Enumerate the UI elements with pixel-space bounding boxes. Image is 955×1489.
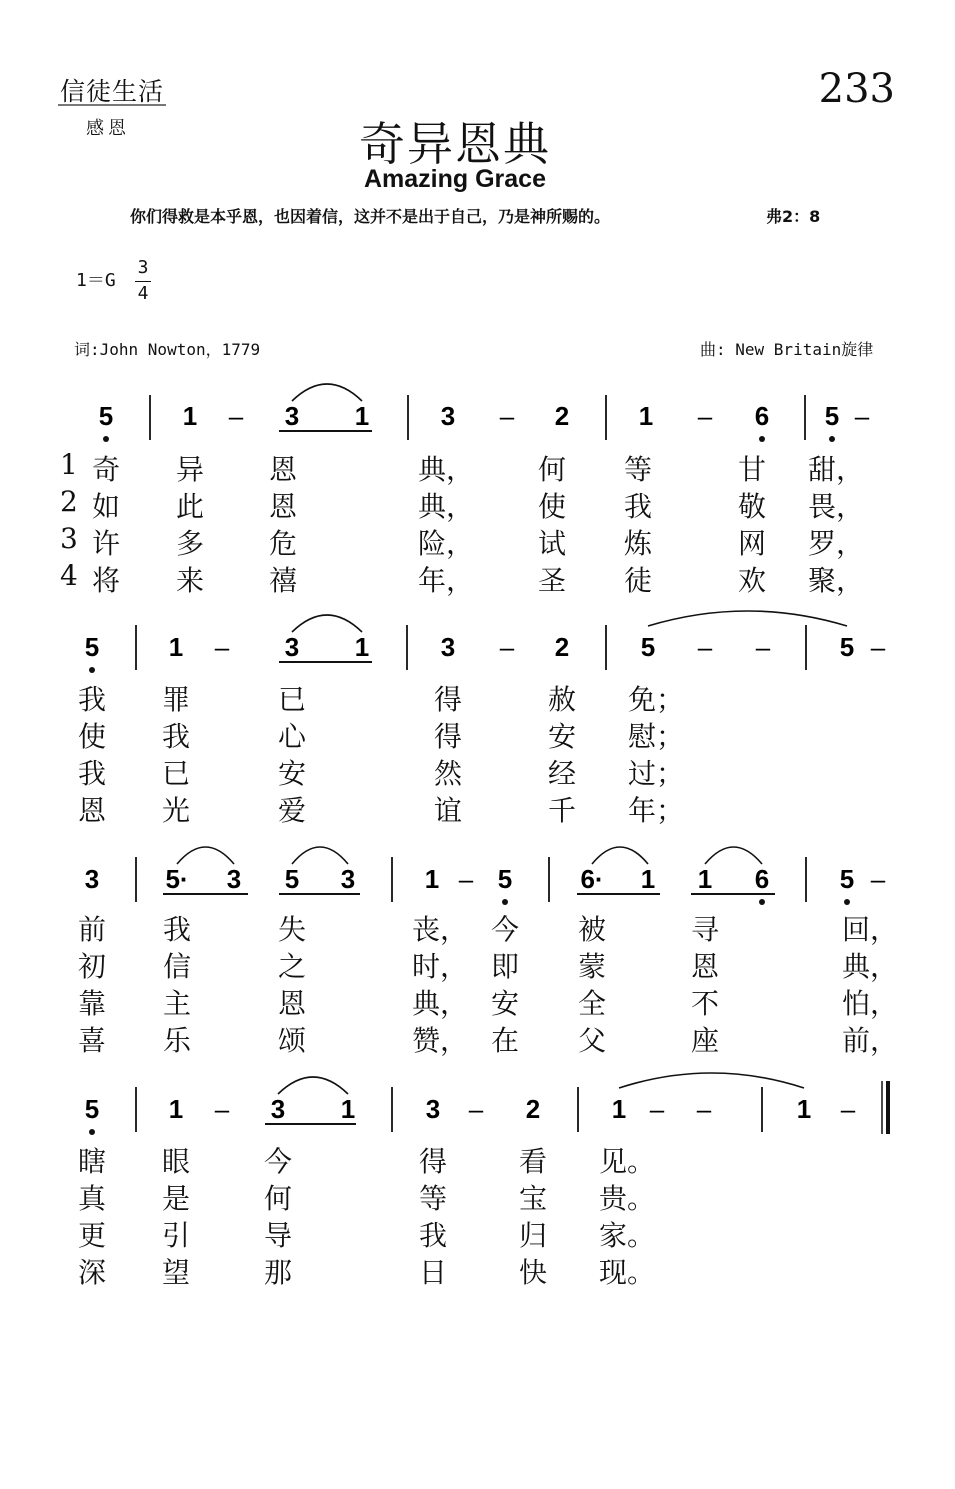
lyric-syllable: 丧， [411,913,469,946]
hymn-number: 233 [818,66,895,112]
lyric-syllable: 谊 [433,794,463,827]
lyric-syllable: 日 [418,1256,448,1289]
note: 3 [425,1094,441,1124]
lyric-syllable: 不 [690,987,720,1020]
note: 2 [525,1094,541,1124]
lyric-syllable: 典， [417,490,475,523]
note: 5 [98,401,114,431]
lyric-syllable: 即 [490,950,520,983]
lyric-syllable: 来 [175,564,205,597]
lyric-syllable: 贵。 [598,1182,656,1215]
lyric-syllable: 那 [263,1256,293,1289]
lyric-syllable: 何 [263,1182,293,1215]
lyric-syllable: 父 [577,1024,607,1057]
lyric-syllable: 我 [77,757,107,790]
lyric-syllable: 在 [490,1024,520,1057]
scripture-reference: 弗2：8 [766,207,821,226]
lyric-syllable: 我 [77,683,107,716]
lyric-syllable: 失 [277,913,307,946]
lyric-syllable: 欢 [737,564,767,597]
note: 2 [554,632,570,662]
composer-credit: 曲: New Britain旋律 [700,340,874,359]
note: 3 [270,1094,286,1124]
lyric-syllable: 看 [518,1145,548,1178]
lyric-syllable: 时， [411,950,469,983]
lyric-syllable: 罗， [807,527,865,560]
lyric-syllable: 试 [537,527,567,560]
lyric-syllable: 瞎 [77,1145,107,1178]
note: 2 [554,401,570,431]
lyric-syllable: 危 [268,527,298,560]
note: 5 [640,632,656,662]
lyric-syllable: 回， [841,913,899,946]
note: 3 [84,864,100,894]
lyric-syllable: 眼 [161,1145,191,1178]
lyric-syllable: 得 [433,683,463,716]
note: 5 [839,632,855,662]
lyric-syllable: 主 [162,987,192,1020]
note: 6· [580,864,604,894]
note: 1 [638,401,654,431]
lyric-syllable: 千 [547,794,577,827]
lyric-syllable: 险， [417,527,475,560]
lyric-syllable: 禧 [268,564,298,597]
note: 1 [340,1094,356,1124]
lyric-syllable: 恩 [690,950,720,983]
note-dash: – [870,864,886,894]
note: 3 [440,401,456,431]
note: 1 [168,1094,184,1124]
lyric-syllable: 炼 [623,527,653,560]
note-dash: – [458,864,474,894]
lyric-syllable: 安 [547,720,577,753]
verse-number: 3 [60,522,78,555]
note: 5 [84,632,100,662]
lyric-syllable: 恩 [277,987,307,1020]
lyric-syllable: 心 [277,720,307,753]
lyric-syllable: 初 [77,950,107,983]
note: 1 [640,864,656,894]
lyric-syllable: 之 [277,950,307,983]
note: 1 [697,864,713,894]
category-label: 信徒生活 [60,77,165,106]
note: 3 [340,864,356,894]
note-dash: – [228,401,244,431]
lyric-syllable: 见。 [598,1145,656,1178]
lyric-syllable: 然 [433,757,463,790]
lyric-syllable: 光 [161,794,191,827]
time-signature-bottom: 4 [137,283,149,304]
note-dash: – [870,632,886,662]
note: 1 [424,864,440,894]
lyric-syllable: 寻 [690,913,720,946]
lyric-syllable: 深 [77,1256,107,1289]
note: 1 [168,632,184,662]
lyric-syllable: 网 [737,527,767,560]
lyric-syllable: 颂 [277,1024,307,1057]
lyric-syllable: 此 [175,490,205,523]
lyric-syllable: 恩 [268,490,298,523]
note: 5 [497,864,513,894]
note-dash: – [214,632,230,662]
lyric-syllable: 是 [161,1182,191,1215]
lyric-syllable: 安 [490,987,520,1020]
lyric-syllable: 多 [175,527,205,560]
note-dash: – [499,401,515,431]
lyric-syllable: 今 [263,1145,293,1178]
note-dash: – [468,1094,484,1124]
lyric-syllable: 圣 [537,564,567,597]
note: 3 [440,632,456,662]
lyric-syllable: 将 [91,564,121,597]
lyric-syllable: 得 [418,1145,448,1178]
note-dash: – [696,1094,712,1124]
lyric-syllable: 恩 [268,453,298,486]
lyric-syllable: 敬 [737,490,767,523]
lyric-syllable: 信 [162,950,192,983]
lyric-syllable: 慰； [627,720,685,753]
note: 1 [354,632,370,662]
lyric-syllable: 得 [433,720,463,753]
verse-number: 1 [60,448,78,481]
note: 1 [611,1094,627,1124]
note: 5 [84,1094,100,1124]
lyric-syllable: 真 [77,1182,107,1215]
lyric-syllable: 如 [91,490,121,523]
note-dash: – [649,1094,665,1124]
lyric-syllable: 归 [518,1219,548,1252]
lyric-syllable: 引 [161,1219,191,1252]
lyric-syllable: 我 [162,913,192,946]
lyric-syllable: 喜 [77,1024,107,1057]
note: 5 [284,864,300,894]
lyric-syllable: 异 [175,453,205,486]
lyric-syllable: 前， [841,1024,899,1057]
verse-number: 2 [60,485,78,518]
lyric-syllable: 已 [161,757,191,790]
lyric-syllable: 前 [77,913,107,946]
lyric-syllable: 家。 [598,1219,656,1252]
note-dash: – [499,632,515,662]
hymn-english-title: Amazing Grace [363,165,546,193]
lyric-syllable: 爱 [277,794,307,827]
note: 3 [284,401,300,431]
lyric-syllable: 经 [547,757,577,790]
subcategory-label: 感恩 [86,118,130,139]
lyric-syllable: 恩 [77,794,107,827]
lyric-syllable: 典， [411,987,469,1020]
scripture-verse: 你们得救是本乎恩，也因着信，这并不是出于自己，乃是神所赐的。 [130,207,611,226]
lyric-syllable: 年， [417,564,475,597]
note-dash: – [755,632,771,662]
lyric-syllable: 我 [161,720,191,753]
note: 1 [796,1094,812,1124]
lyric-syllable: 甜， [807,453,865,486]
lyric-syllable: 赞， [411,1024,469,1057]
lyric-syllable: 畏， [807,490,865,523]
lyric-syllable: 典， [841,950,899,983]
lyric-syllable: 宝 [518,1182,548,1215]
lyric-syllable: 现。 [598,1256,656,1289]
lyric-syllable: 已 [277,683,307,716]
note: 6 [754,401,770,431]
lyric-syllable: 导 [263,1219,293,1252]
note-dash: – [697,401,713,431]
lyric-syllable: 怕， [841,987,899,1020]
lyric-syllable: 何 [537,453,567,486]
lyric-syllable: 座 [690,1024,720,1057]
lyric-syllable: 全 [577,987,607,1020]
lyric-syllable: 免； [627,683,685,716]
lyric-syllable: 等 [623,453,653,486]
lyric-syllable: 我 [418,1219,448,1252]
note: 1 [182,401,198,431]
note: 3 [226,864,242,894]
lyric-syllable: 使 [77,720,107,753]
lyric-syllable: 赦 [547,683,577,716]
note-dash: – [697,632,713,662]
lyric-syllable: 年； [627,794,685,827]
note: 3 [284,632,300,662]
note-dash: – [840,1094,856,1124]
lyric-syllable: 罪 [161,683,191,716]
time-signature-top: 3 [137,257,149,278]
lyric-syllable: 甘 [737,453,767,486]
note: 1 [354,401,370,431]
lyric-syllable: 望 [161,1256,191,1289]
key-signature: 1＝G [76,270,116,291]
note-dash: – [214,1094,230,1124]
lyric-syllable: 使 [537,490,567,523]
lyric-syllable: 靠 [77,987,107,1020]
lyricist-credit: 词:John Nowton，1779 [74,340,261,359]
note: 5 [824,401,840,431]
note-dash: – [854,401,870,431]
lyric-syllable: 安 [277,757,307,790]
lyric-syllable: 等 [418,1182,448,1215]
lyric-syllable: 更 [77,1219,107,1252]
note: 6 [754,864,770,894]
lyric-syllable: 蒙 [577,950,607,983]
lyric-syllable: 许 [91,527,121,560]
lyric-syllable: 我 [623,490,653,523]
lyric-syllable: 今 [490,913,520,946]
lyric-syllable: 乐 [162,1024,192,1057]
lyric-syllable: 典， [417,453,475,486]
note: 5· [165,864,189,894]
lyric-syllable: 被 [577,913,607,946]
lyric-syllable: 徒 [623,564,653,597]
verse-number: 4 [60,559,78,592]
hymn-title: 奇异恩典 [359,117,551,171]
lyric-syllable: 过； [627,757,685,790]
lyric-syllable: 聚， [807,564,865,597]
lyric-syllable: 奇 [91,453,121,486]
note: 5 [839,864,855,894]
lyric-syllable: 快 [518,1256,548,1289]
